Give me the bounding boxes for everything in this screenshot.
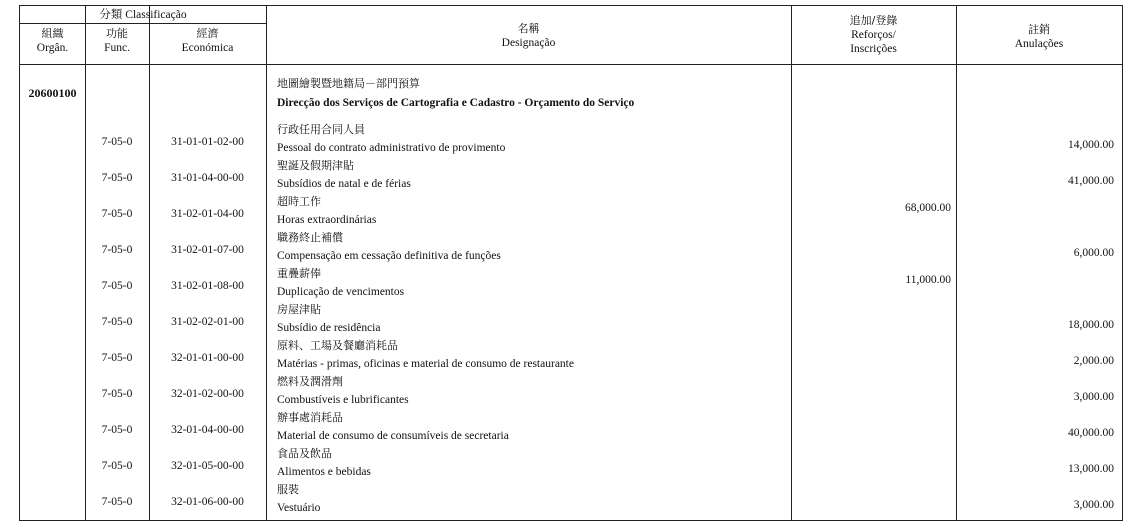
header-reinforcement-pt2: Inscrições (850, 43, 897, 55)
header-organic (20, 27, 85, 55)
header-economic (149, 27, 266, 55)
column-divider (85, 6, 86, 520)
item-name-pt: Vestuário (277, 502, 321, 514)
organic-code: 20600100 (28, 86, 77, 100)
item-name-pt: Material de consumo de consumíveis de secretaria (277, 430, 509, 442)
section-title-pt: Direcção dos Serviços de Cartografia e Cadastro - Orçamento do Serviço (277, 97, 635, 109)
functional-code: 7-05-0 (101, 136, 133, 148)
column-divider (149, 6, 150, 520)
item-name-zh: 房屋津貼 (277, 303, 321, 316)
economic-code: 32-01-06-00-00 (171, 496, 244, 508)
functional-code: 7-05-0 (101, 172, 133, 184)
column-divider (956, 6, 957, 520)
annulment-amount: 3,000.00 (1073, 499, 1114, 511)
reinforcement-amount: 11,000.00 (905, 274, 951, 286)
economic-code: 31-02-01-04-00 (171, 208, 244, 220)
annulment-amount: 6,000.00 (1073, 247, 1114, 259)
economic-code: 32-01-02-00-00 (171, 388, 244, 400)
economic-code: 31-02-01-07-00 (171, 244, 244, 256)
header-designation-zh: 名稱 (517, 22, 540, 35)
header-economic-zh: 經濟 (196, 27, 219, 40)
item-name-zh: 辦事處消耗品 (277, 411, 343, 424)
economic-code: 32-01-05-00-00 (171, 460, 244, 472)
header-organic-zh: 組織 (41, 27, 64, 40)
annulment-amount: 41,000.00 (1068, 175, 1114, 187)
header-annulment-zh: 註銷 (1028, 23, 1050, 36)
item-name-zh: 燃料及潤滑劑 (277, 375, 343, 388)
section-title-zh: 地圖繪製暨地籍局－部門預算 (277, 77, 420, 90)
header-functional (85, 27, 149, 55)
annulment-amount: 2,000.00 (1073, 355, 1114, 367)
reinforcement-amount: 68,000.00 (905, 202, 951, 214)
budget-table (19, 5, 1123, 521)
header-reinforcement-pt1: Reforços/ (851, 29, 896, 41)
annulment-amount: 14,000.00 (1068, 139, 1114, 151)
header-functional-pt: Func. (104, 42, 130, 54)
header-reinforcement-zh: 追加/登錄 (849, 14, 898, 27)
column-divider (791, 6, 792, 520)
item-name-pt: Horas extraordinárias (277, 214, 377, 226)
functional-code: 7-05-0 (101, 208, 133, 220)
header-organic-pt: Orgân. (36, 42, 69, 54)
item-name-zh: 職務終止補償 (277, 231, 343, 244)
item-name-pt: Subsídios de natal e de férias (277, 178, 411, 190)
item-name-pt: Subsídio de residência (277, 322, 381, 334)
annulment-amount: 3,000.00 (1073, 391, 1114, 403)
header-divider (20, 23, 266, 24)
header-annulment (956, 23, 1122, 51)
functional-code: 7-05-0 (101, 244, 133, 256)
annulment-amount: 18,000.00 (1068, 319, 1114, 331)
item-name-zh: 聖誕及假期津貼 (277, 159, 354, 172)
economic-code: 32-01-01-00-00 (171, 352, 244, 364)
annulment-amount: 40,000.00 (1068, 427, 1114, 439)
functional-code: 7-05-0 (101, 496, 133, 508)
functional-code: 7-05-0 (101, 460, 133, 472)
item-name-pt: Matérias - primas, oficinas e material de consumo de restaurante (277, 358, 574, 370)
item-name-zh: 服裝 (277, 483, 299, 496)
item-name-zh: 重疊薪俸 (277, 267, 321, 280)
header-economic-pt: Económica (181, 42, 234, 54)
economic-code: 32-01-04-00-00 (171, 424, 244, 436)
annulment-amount: 13,000.00 (1068, 463, 1114, 475)
header-classification: 分類 Classificação (99, 9, 187, 21)
item-name-zh: 原料、工場及餐廳消耗品 (277, 339, 398, 352)
header-annulment-pt: Anulações (1014, 38, 1064, 50)
functional-code: 7-05-0 (101, 316, 133, 328)
functional-code: 7-05-0 (101, 424, 133, 436)
functional-code: 7-05-0 (101, 280, 133, 292)
header-functional-zh: 功能 (106, 27, 128, 40)
column-divider (266, 6, 267, 520)
functional-code: 7-05-0 (101, 388, 133, 400)
item-name-zh: 行政任用合同人員 (277, 123, 365, 136)
item-name-pt: Compensação em cessação definitiva de funções (277, 250, 501, 262)
functional-code: 7-05-0 (101, 352, 133, 364)
item-name-pt: Alimentos e bebidas (277, 466, 371, 478)
economic-code: 31-01-01-02-00 (171, 136, 244, 148)
item-name-pt: Pessoal do contrato administrativo de provimento (277, 142, 506, 154)
economic-code: 31-02-01-08-00 (171, 280, 244, 292)
item-name-pt: Combustíveis e lubrificantes (277, 394, 409, 406)
economic-code: 31-02-02-01-00 (171, 316, 244, 328)
item-name-pt: Duplicação de vencimentos (277, 286, 405, 298)
header-designation (266, 22, 791, 50)
item-name-zh: 超時工作 (277, 195, 321, 208)
header-bottom-divider (20, 64, 1122, 65)
header-reinforcement (791, 14, 956, 56)
item-name-zh: 食品及飲品 (277, 447, 332, 460)
header-designation-pt: Designação (501, 37, 556, 49)
economic-code: 31-01-04-00-00 (171, 172, 244, 184)
